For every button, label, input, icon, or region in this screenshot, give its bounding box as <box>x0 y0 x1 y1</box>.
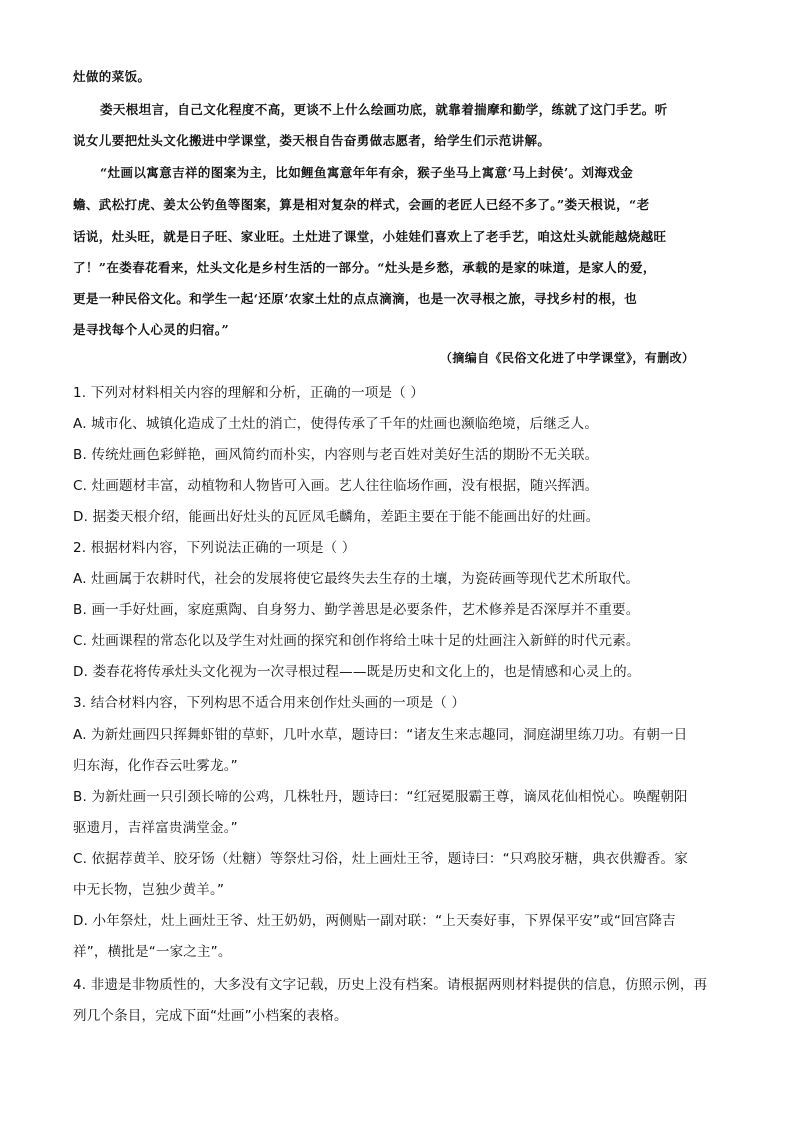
passage-line: 说女儿要把灶头文化搬进中学课堂，娄天根自告奋勇做志愿者，给学生们示范讲解。 <box>73 133 551 148</box>
passage-source: （摘编自《民俗文化进了中学课堂》，有删改） <box>440 351 695 365</box>
passage-line: 娄天根坦言，自己文化程度不高，更谈不上什么绘画功底，就靠着揣摩和勤学，练就了这门手艺。听 <box>100 102 668 117</box>
passage-line: 灶做的菜饭。 <box>73 69 151 84</box>
passage-line: 话说，灶头旺，就是日子旺、家业旺。土灶进了课堂，小娃娃们喜欢上了老手艺，咱这灶头就能越烧越旺 <box>73 229 667 244</box>
passage-line: 是寻找每个人心灵的归宿。” <box>73 322 230 337</box>
question-3-stem: 3. 结合材料内容，下列构思不适合用来创作灶头画的一项是（ ） <box>73 695 466 711</box>
question-2-option-b: B. 画一手好灶画，家庭熏陶、自身努力、勤学善思是必要条件，艺术修养是否深厚并不重要。 <box>73 602 640 618</box>
question-3-option-c-cont: 中无长物，岂独少黄羊。” <box>73 882 225 898</box>
question-3-option-b-cont: 驱遗月，吉祥富贵满堂金。” <box>73 820 238 836</box>
passage-line: 更是一种民俗文化。和学生一起‘还原’农家土灶的点点滴滴，也是一次寻根之旅，寻找乡村的根，也 <box>73 291 638 306</box>
question-3-option-d: D. 小年祭灶，灶上画灶王爷、灶王奶奶，两侧贴一副对联：“上天奏好事，下界保平安”或“回宫降吉 <box>73 913 676 929</box>
question-1-option-a: A. 城市化、城镇化造成了土灶的消亡，使得传承了千年的灶画也濒临绝境，后继乏人。 <box>73 416 599 432</box>
passage-line: 蟾、武松打虎、姜太公钓鱼等图案，算是相对复杂的样式，会画的老匠人已经不多了。”娄天根说，“老 <box>73 197 650 212</box>
question-2-option-a: A. 灶画属于农耕时代，社会的发展将使它最终失去生存的土壤，为瓷砖画等现代艺术所取代。 <box>73 571 640 587</box>
question-1-option-c: C. 灶画题材丰富，动植物和人物皆可入画。艺人往往临场作画，没有根据，随兴挥洒。 <box>73 478 599 494</box>
question-2-option-d: D. 娄春花将传承灶头文化视为一次寻根过程——既是历史和文化上的，也是情感和心灵上的。 <box>73 664 641 680</box>
question-1-option-b: B. 传统灶画色彩鲜艳，画风简约而朴实，内容则与老百姓对美好生活的期盼不无关联。 <box>73 447 599 463</box>
question-1-stem: 1. 下列对材料相关内容的理解和分析，正确的一项是（ ） <box>73 385 425 401</box>
question-3-option-c: C. 依据荐黄羊、胶牙饧（灶糖）等祭灶习俗，灶上画灶王爷，题诗曰：“只鸡胶牙糖，典衣供瓣香。家 <box>73 851 688 867</box>
question-3-option-a: A. 为新灶画四只挥舞虾钳的草虾，几叶水草，题诗曰：“诸友生来志趣同，洞庭湖里练刀功。有朝一日 <box>73 727 688 743</box>
passage-line: “灶画以寓意吉祥的图案为主，比如鲤鱼寓意年年有余，猴子坐马上寓意‘马上封侯’。刘海戏金 <box>100 165 634 180</box>
passage-line: 了！”在娄春花看来，灶头文化是乡村生活的一部分。“灶头是乡愁，承载的是家的味道，是家人的爱， <box>73 260 656 275</box>
question-4-stem: 4. 非遗是非物质性的，大多没有文字记载，历史上没有档案。请根据两则材料提供的信息，仿照示例，再 <box>73 977 708 993</box>
question-3-option-d-cont: 祥”，横批是“一家之主”。 <box>73 944 232 960</box>
question-3-option-a-cont: 归东海，化作吞云吐雾龙。” <box>73 758 238 774</box>
question-2-stem: 2. 根据材料内容，下列说法正确的一项是（ ） <box>73 540 356 556</box>
question-1-option-d: D. 据娄天根介绍，能画出好灶头的瓦匠凤毛麟角，差距主要在于能不能画出好的灶画。 <box>73 509 600 525</box>
question-2-option-c: C. 灶画课程的常态化以及学生对灶画的探究和创作将给土味十足的灶画注入新鲜的时代元素。 <box>73 633 640 649</box>
question-3-option-b: B. 为新灶画一只引颈长啼的公鸡，几株牡丹，题诗曰：“红冠冕服霸王尊，谪凤花仙相悦心。唤醒朝阳 <box>73 789 688 805</box>
question-4-stem-cont: 列几个条目，完成下面“灶画”小档案的表格。 <box>73 1008 348 1024</box>
